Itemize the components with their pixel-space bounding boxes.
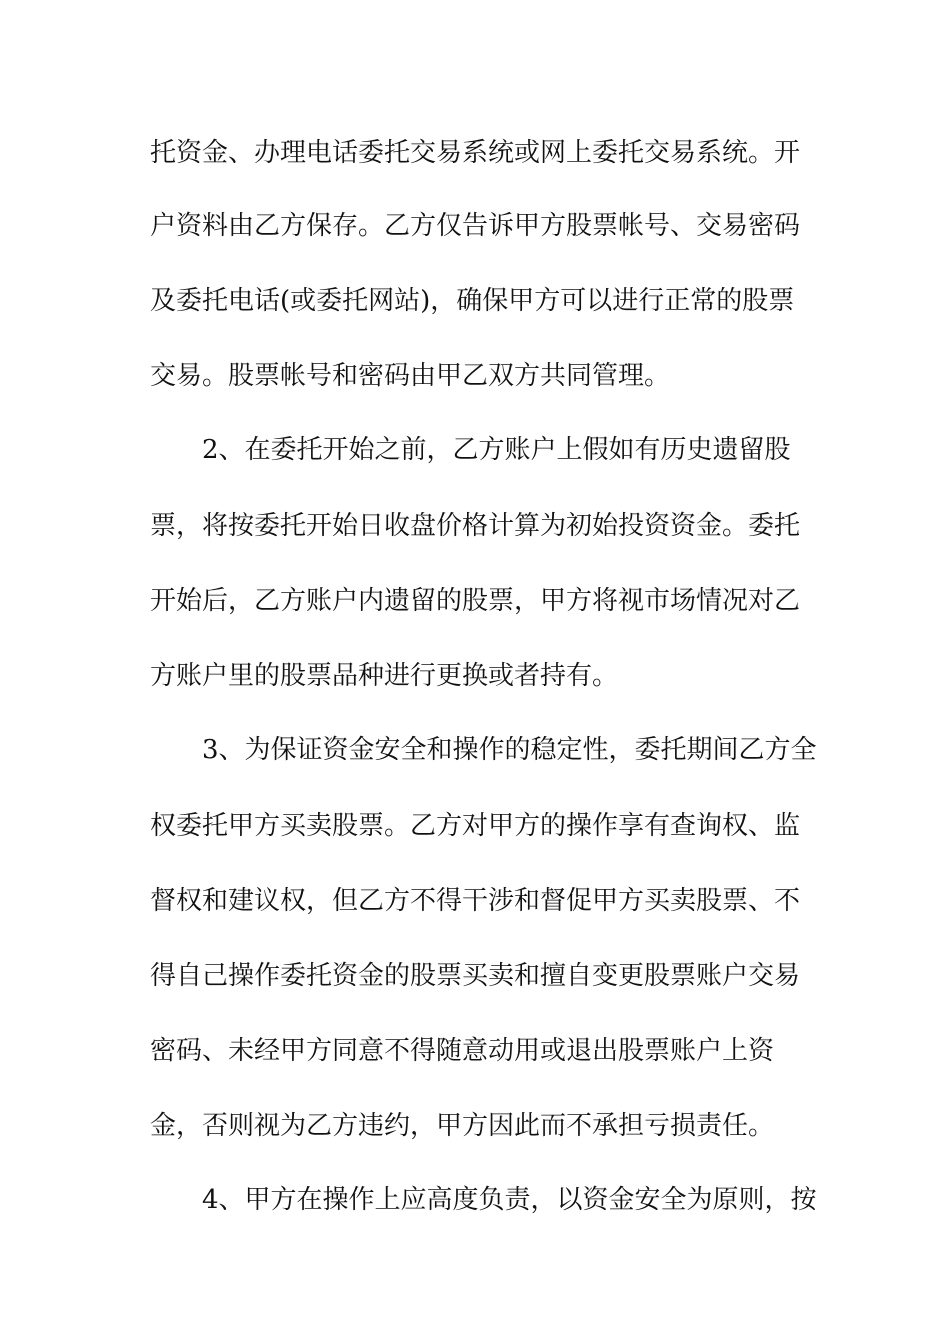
text-line: 交易。股票帐号和密码由甲乙双方共同管理。 [150, 361, 671, 391]
text-line: 方账户里的股票品种进行更换或者持有。 [150, 661, 619, 691]
text-line: 金，否则视为乙方违约，甲方因此而不承担亏损责任。 [150, 1111, 775, 1141]
text-line: 托资金、办理电话委托交易系统或网上委托交易系统。开 [150, 138, 801, 168]
paragraph-start-line: 3、为保证资金安全和操作的稳定性，委托期间乙方全 [202, 735, 817, 765]
text-line: 票，将按委托开始日收盘价格计算为初始投资资金。委托 [150, 511, 801, 541]
text-line: 及委托电话(或委托网站)，确保甲方可以进行正常的股票 [150, 286, 795, 316]
text-line: 密码、未经甲方同意不得随意动用或退出股票账户上资 [150, 1036, 775, 1066]
paragraph-start-line: 2、在委托开始之前，乙方账户上假如有历史遗留股 [202, 435, 791, 465]
text-line: 得自己操作委托资金的股票买卖和擅自变更股票账户交易 [150, 961, 801, 991]
text-line: 开始后，乙方账户内遗留的股票，甲方将视市场情况对乙 [150, 586, 801, 616]
text-line: 户资料由乙方保存。乙方仅告诉甲方股票帐号、交易密码 [150, 211, 801, 241]
paragraph-start-line: 4、甲方在操作上应高度负责，以资金安全为原则，按 [202, 1185, 817, 1215]
text-line: 权委托甲方买卖股票。乙方对甲方的操作享有查询权、监 [150, 811, 801, 841]
text-line: 督权和建议权，但乙方不得干涉和督促甲方买卖股票、不 [150, 886, 801, 916]
